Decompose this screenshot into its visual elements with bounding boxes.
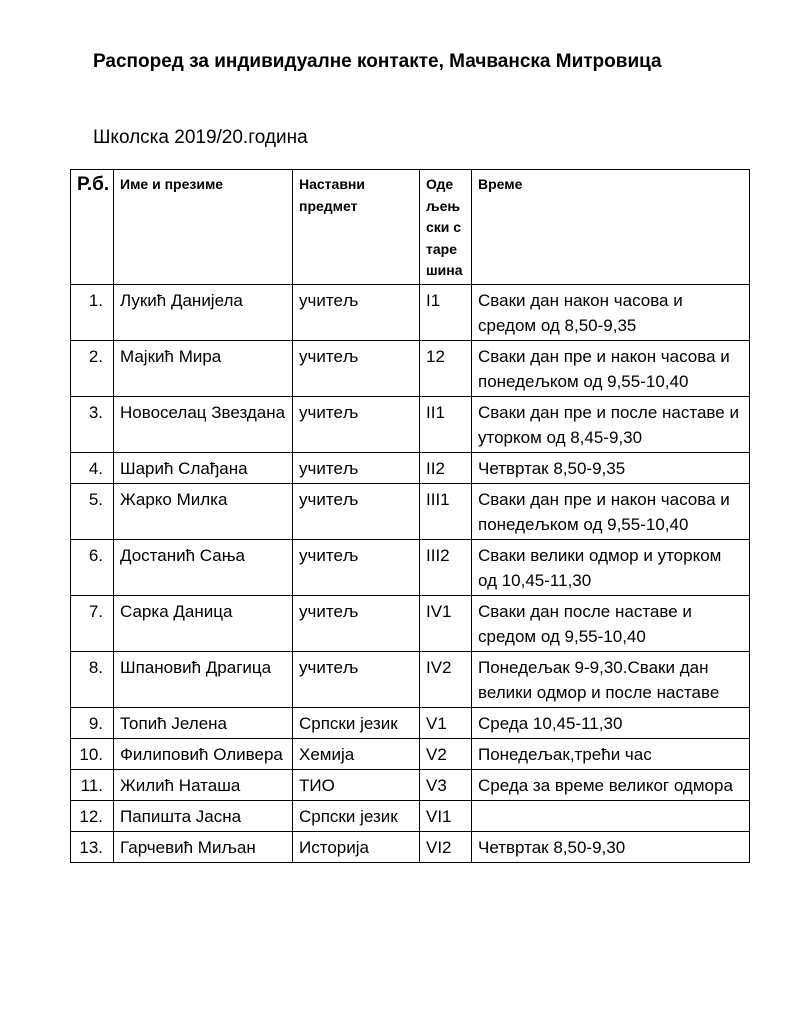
cell-name: Сарка Даница [114,595,293,651]
cell-time: Среда за време великог одмора [472,769,750,800]
cell-class: II1 [420,396,472,452]
table-row [71,651,750,707]
cell-rb: 1. [71,284,114,340]
cell-name: Лукић Данијела [114,284,293,340]
cell-rb: 4. [71,452,114,483]
cell-class: VI2 [420,831,472,862]
table-row [71,707,750,738]
document-title: Распоред за индивидуалне контакте, Мачванска Митровица [93,51,662,72]
cell-time: Сваки дан пре и после наставе и уторком од 8,45-9,30 [472,396,750,452]
table-body [71,284,750,862]
cell-rb: 9. [71,707,114,738]
cell-time: Среда 10,45-11,30 [472,707,750,738]
cell-class: IV1 [420,595,472,651]
cell-subject: Хемија [293,738,420,769]
table-row [71,284,750,340]
cell-class: II2 [420,452,472,483]
cell-name: Папишта Јасна [114,800,293,831]
cell-rb: 10. [71,738,114,769]
cell-time: Сваки дан након часова и средом од 8,50-9,35 [472,284,750,340]
cell-rb: 7. [71,595,114,651]
cell-class: VI1 [420,800,472,831]
cell-subject: учитељ [293,340,420,396]
cell-subject: ТИО [293,769,420,800]
table-row [71,539,750,595]
cell-name: Жилић Наташа [114,769,293,800]
cell-rb: 3. [71,396,114,452]
cell-rb: 13. [71,831,114,862]
cell-time: Сваки дан пре и након часова и понедељком од 9,55-10,40 [472,483,750,539]
cell-name: Филиповић Оливера [114,738,293,769]
cell-time: Сваки велики одмор и уторком од 10,45-11,30 [472,539,750,595]
header-time: Време [472,170,750,285]
cell-subject: учитељ [293,396,420,452]
cell-name: Топић Јелена [114,707,293,738]
cell-class: III2 [420,539,472,595]
cell-rb: 8. [71,651,114,707]
table-row [71,595,750,651]
cell-subject: учитељ [293,595,420,651]
table-row [71,831,750,862]
cell-class: V2 [420,738,472,769]
cell-rb: 6. [71,539,114,595]
cell-time [472,800,750,831]
cell-time: Понедељак 9-9,30.Сваки дан велики одмор и после наставе [472,651,750,707]
cell-subject: учитељ [293,284,420,340]
cell-name: Мајкић Мира [114,340,293,396]
cell-class: I1 [420,284,472,340]
cell-name: Шпановић Драгица [114,651,293,707]
header-subject: Наставни предмет [293,170,420,285]
cell-time: Понедељак,трећи час [472,738,750,769]
cell-rb: 5. [71,483,114,539]
cell-time: Четвртак 8,50-9,30 [472,831,750,862]
cell-class: III1 [420,483,472,539]
cell-class: IV2 [420,651,472,707]
cell-name: Шарић Слађана [114,452,293,483]
header-class-teacher: Одељењски старешина [420,170,472,285]
header-rb: Р.б. [71,170,114,285]
table-row [71,452,750,483]
table-row [71,738,750,769]
header-name: Име и презиме [114,170,293,285]
table-row [71,396,750,452]
cell-rb: 12. [71,800,114,831]
table-header-row [71,170,750,285]
cell-subject: учитељ [293,452,420,483]
cell-subject: учитељ [293,651,420,707]
cell-subject: Историја [293,831,420,862]
cell-subject: Српски језик [293,800,420,831]
cell-name: Гарчевић Миљан [114,831,293,862]
table-row [71,483,750,539]
cell-class: V3 [420,769,472,800]
cell-time: Сваки дан после наставе и средом од 9,55-10,40 [472,595,750,651]
cell-rb: 11. [71,769,114,800]
cell-time: Четвртак 8,50-9,35 [472,452,750,483]
cell-subject: Српски језик [293,707,420,738]
cell-time: Сваки дан пре и након часова и понедељком од 9,55-10,40 [472,340,750,396]
cell-name: Достанић Сања [114,539,293,595]
cell-subject: учитељ [293,539,420,595]
cell-name: Новоселац Звездана [114,396,293,452]
cell-class: V1 [420,707,472,738]
cell-class: 12 [420,340,472,396]
table-row [71,769,750,800]
table-row [71,340,750,396]
cell-rb: 2. [71,340,114,396]
schedule-table [70,169,750,863]
cell-name: Жарко Милка [114,483,293,539]
table-row [71,800,750,831]
document-subtitle: Школска 2019/20.година [93,127,308,148]
cell-subject: учитељ [293,483,420,539]
